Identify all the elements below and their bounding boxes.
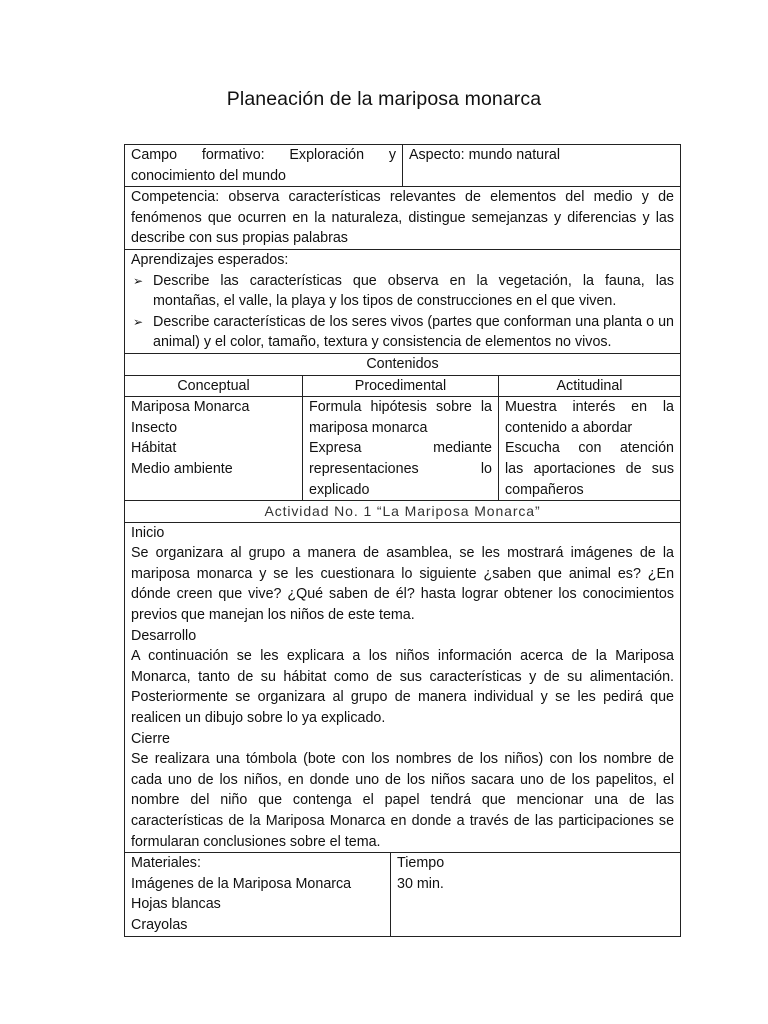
row-contenidos-columns <box>125 375 681 397</box>
campo-line-2: conocimiento del mundo <box>131 167 286 184</box>
procedimental-line: mariposa monarca <box>309 419 428 436</box>
actitudinal-line: Muestra interés en la <box>505 399 675 416</box>
actitudinal-line: compañeros <box>505 481 584 498</box>
material-item: Imágenes de la Mariposa Monarca <box>131 875 352 892</box>
aprendizaje-text: Describe características de los seres vivos (partes que conforman una planta o un animal) y el color, tamaño, textura y consistencia de elementos no vivos. <box>153 313 675 351</box>
procedimental-line: Expresa mediante <box>309 440 492 457</box>
row-contenidos-body <box>125 397 681 501</box>
conceptual-item: Medio ambiente <box>131 460 233 477</box>
conceptual-item: Hábitat <box>131 440 177 457</box>
cierre-label: Cierre <box>131 730 170 747</box>
materiales-heading: Materiales: <box>131 855 201 872</box>
row-contenidos-heading <box>125 353 681 375</box>
actitudinal-line: las aportaciones de sus <box>505 460 675 477</box>
arrow-bullet-icon: ➢ <box>133 273 144 288</box>
procedimental-cell <box>303 397 499 501</box>
row-actividad-title <box>125 501 681 523</box>
tiempo-value: 30 min. <box>397 875 444 892</box>
row-campo-aspecto <box>125 145 681 187</box>
column-header-procedimental: Procedimental <box>303 375 499 397</box>
cierre-text: Se realizara una tómbola (bote con los nombres de los niños) con los nombre de cada uno de los niños, en donde uno de los niños sacara uno de los papelitos, el nombre del niño que contenga el papel tendrá que mencionar una de las características de la Mariposa Monarca en donde a través de las participaciones se formularan conclusiones sobre el tema. <box>131 751 675 850</box>
row-competencia <box>125 187 681 250</box>
procedimental-line: representaciones lo <box>309 460 492 477</box>
campo-line-1: Campo formativo: Exploración y <box>131 147 396 163</box>
list-item <box>131 271 674 312</box>
row-actividad-body <box>125 522 681 853</box>
procedimental-line: Formula hipótesis sobre la <box>309 399 492 416</box>
row-aprendizajes <box>125 249 681 353</box>
tiempo-cell <box>391 853 681 936</box>
materiales-cell <box>125 853 391 936</box>
page-title: Planeación de la mariposa monarca <box>226 88 542 110</box>
conceptual-item: Mariposa Monarca <box>131 399 250 416</box>
conceptual-cell <box>125 397 303 501</box>
inicio-text: Se organizara al grupo a manera de asamblea, se les mostrará imágenes de la mariposa monarca y se les cuestionara lo siguiente ¿saben que animal es? ¿En dónde creen que vive? ¿Qué saben de él? hasta lograr obtener los conocimientos previos que manejan los niños de este tema. <box>131 545 675 624</box>
planning-table <box>124 144 681 937</box>
procedimental-line: explicado <box>309 481 370 498</box>
actividad-cell <box>125 522 681 853</box>
aprendizaje-text: Describe las características que observa en la vegetación, la fauna, las montañas, el valle, la playa y los tipos de construcciones en el que viven. <box>153 272 675 310</box>
campo-cell <box>125 145 403 187</box>
material-item: Hojas blancas <box>131 896 221 913</box>
column-header-conceptual: Conceptual <box>125 375 303 397</box>
actitudinal-cell <box>499 397 681 501</box>
desarrollo-label: Desarrollo <box>131 627 197 644</box>
conceptual-item: Insecto <box>131 419 178 436</box>
actitudinal-line: Escucha con atención <box>505 440 675 457</box>
aprendizajes-cell <box>125 249 681 353</box>
aprendizajes-heading: Aprendizajes esperados: <box>131 251 289 268</box>
inicio-label: Inicio <box>131 524 165 541</box>
arrow-bullet-icon: ➢ <box>133 314 144 329</box>
desarrollo-text: A continuación se les explicara a los niños información acerca de la Mariposa Monarca, tanto de su hábitat como de sus características y de su alimentación. Posteriormente se organizara al grupo de manera individual y se les pedirá que realicen un dibujo sobre lo ya explicado. <box>131 648 675 727</box>
competencia-cell: Competencia: observa características relevantes de elementos del medio y de fenómenos que ocurren en la naturaleza, distingue semejanzas y diferencias y las describe con sus propias palabras <box>125 187 681 250</box>
material-item: Crayolas <box>131 916 188 933</box>
column-header-actitudinal: Actitudinal <box>499 375 681 397</box>
row-materiales-tiempo <box>125 853 681 936</box>
aprendizajes-list <box>131 271 674 353</box>
contenidos-heading: Contenidos <box>125 353 681 375</box>
tiempo-heading: Tiempo <box>397 855 445 872</box>
actitudinal-line: contenido a abordar <box>505 419 633 436</box>
aspecto-cell: Aspecto: mundo natural <box>403 145 681 187</box>
actividad-title: Actividad No. 1 “La Mariposa Monarca” <box>125 501 681 523</box>
list-item <box>131 312 674 353</box>
